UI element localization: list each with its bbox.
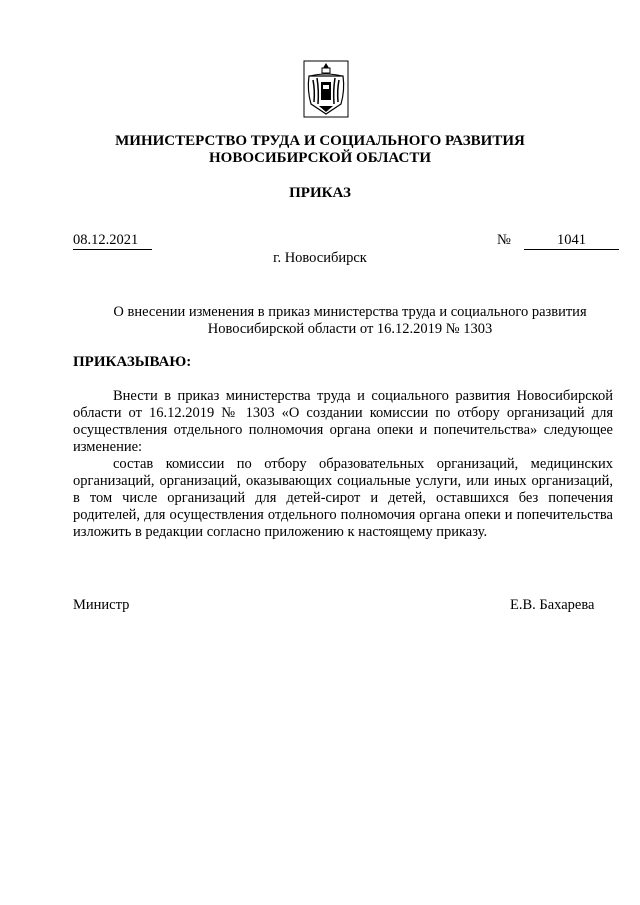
- document-number: 1041: [524, 232, 619, 250]
- subject-line-2: Новосибирской области от 16.12.2019 № 1303: [207, 321, 493, 337]
- order-heading: ПРИКАЗЫВАЮ:: [73, 354, 192, 370]
- subject-line-1: О внесении изменения в приказ министерства труда и социального развития: [113, 304, 587, 320]
- document-subject: [60, 304, 640, 338]
- document-type: ПРИКАЗ: [289, 185, 351, 201]
- document-date: 08.12.2021: [73, 232, 152, 250]
- city: г. Новосибирск: [273, 250, 367, 266]
- ministry-line-1: МИНИСТЕРСТВО ТРУДА И СОЦИАЛЬНОГО РАЗВИТИЯ: [115, 133, 525, 149]
- body-paragraph-2: состав комиссии по отбору образовательных организаций, медицинских организаций, организаций, оказывающих социальные услуги, или иных организаций, в том числе организаций для детей-сирот и детей, оставшихся без попечения родителей, для осуществления отдельного полномочия органа опеки и попечительства изложить в редакции согласно приложению к настоящему приказу.: [73, 456, 613, 540]
- document-body: [73, 388, 613, 541]
- ministry-name: [0, 133, 640, 167]
- coat-of-arms-icon: [303, 60, 349, 118]
- signer-title: Министр: [73, 597, 130, 613]
- ministry-line-2: НОВОСИБИРСКОЙ ОБЛАСТИ: [208, 150, 432, 166]
- body-paragraph-1: Внести в приказ министерства труда и социального развития Новосибирской области от 16.12.2019 № 1303 «О создании комиссии по отбору организаций для осуществления отдельного полномочия органа опеки и попечительства» следующее изменение:: [73, 388, 613, 455]
- number-sign: №: [497, 232, 511, 248]
- signer-name: Е.В. Бахарева: [510, 597, 595, 613]
